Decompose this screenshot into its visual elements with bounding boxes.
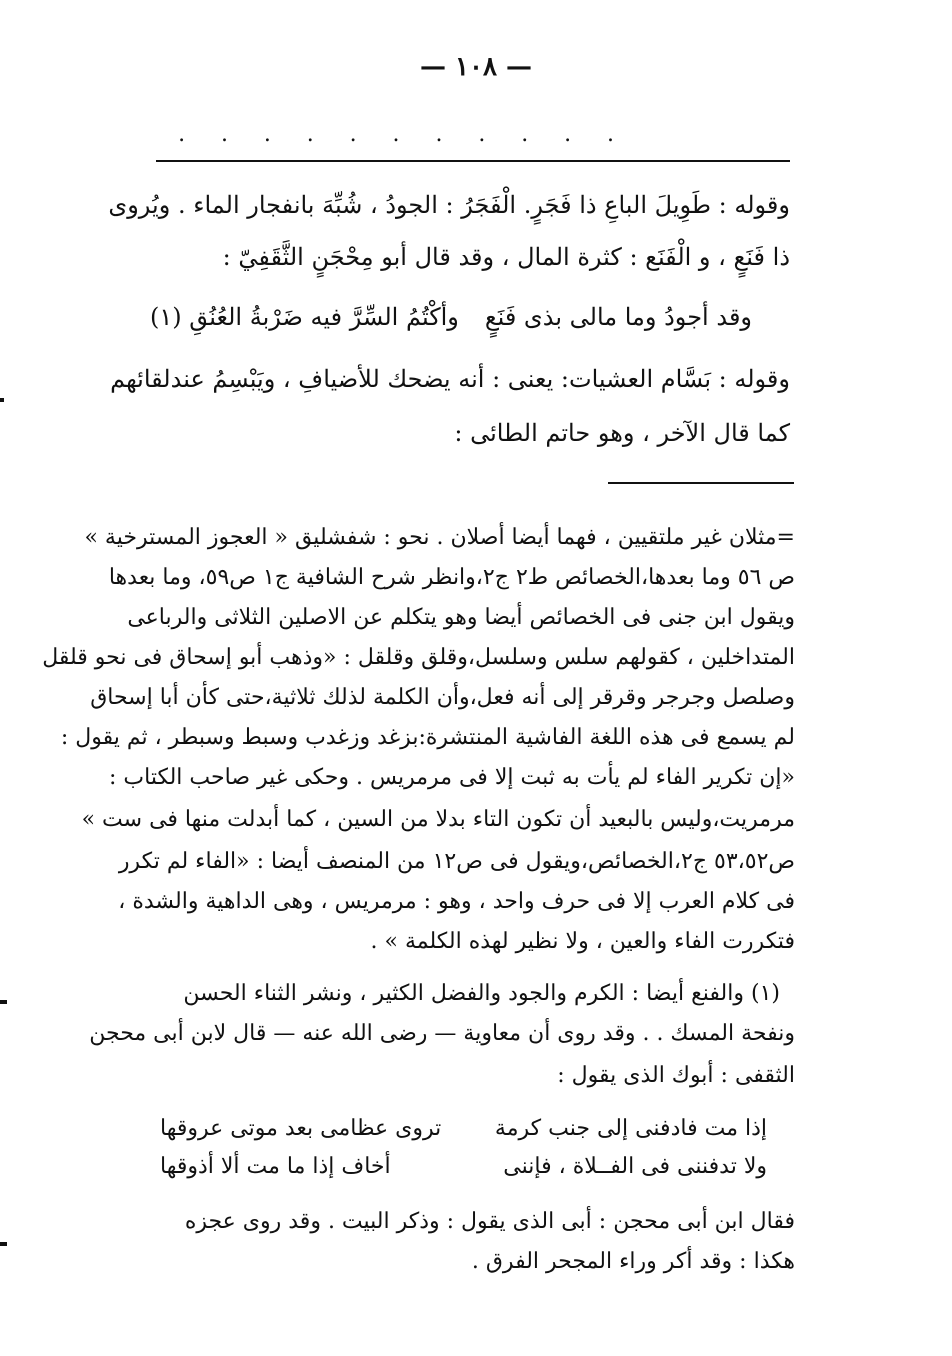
footnote-line: ص ٥٦ وما بعدها،الخصائص ط٢ ج٢،وانظر شرح الشافية ج١ ص٥٩، وما بعدها bbox=[108, 565, 795, 590]
footnote-verse-second-hemistich: تروى عظامى بعد موتى عروقها bbox=[160, 1116, 442, 1141]
ornament-dots bbox=[178, 124, 614, 146]
footnote-line: (١) والفنع أيضا : الكرم والجود والفضل الكثير ، ونشر الثناء الحسن bbox=[183, 981, 780, 1006]
scan-edge-mark bbox=[0, 1000, 7, 1004]
ornament-dot: . bbox=[349, 122, 357, 147]
footnote-line: لم يسمع فى هذه اللغة الفاشية المنتشرة:بزغد وزغدب وسبط وسبطر ، ثم يقول : bbox=[60, 725, 795, 750]
verse-first-hemistich: وقد أجودُ وما مالى بذى فَنَعٍ bbox=[484, 303, 752, 331]
text-line: ذا فَنَعٍ ، و الْفَنَع : كثرة المال ، وقد قال أبو مِحْجَنٍ الثَّقَفِيّ : bbox=[222, 243, 790, 271]
footnote-line: فى كلام العرب إلا فى حرف واحد ، وهو : مرمريس ، وهى الداهية والشدة ، bbox=[118, 889, 795, 914]
footnote-line: فتكررت الفاء والعين ، ولا نظير لهذه الكلمة » . bbox=[370, 929, 795, 954]
footnote-line: وصلصل وجرجر وقرقر إلى أنه فعل،وأن الكلمة لذلك ثلاثية،حتى كأن أبا إسحاق bbox=[90, 685, 795, 710]
ornament-dot: . bbox=[392, 122, 400, 147]
footnote-line: الثقفى : أبوك الذى يقول : bbox=[557, 1063, 795, 1088]
ornament-dot: . bbox=[564, 122, 572, 147]
footnote-line: مرمريت،وليس بالبعيد أن تكون التاء بدلا من السين ، كما أبدلت منها فى ست » bbox=[81, 807, 795, 832]
scan-edge-mark bbox=[0, 1242, 7, 1246]
footnote-line: ونفحة المسك . . وقد روى أن معاوية — رضى الله عنه — قال لابن أبى محجن bbox=[89, 1021, 795, 1046]
ornament-dot: . bbox=[178, 122, 186, 147]
footnote-verse-first-hemistich: إذا مت فادفنى إلى جنب كرمة bbox=[494, 1116, 767, 1141]
text-line: وقوله : طَوِيلَ الباعِ ذا فَجَرٍ. الْفَجَرُ : الجودُ ، شُبِّهَ بانفجار الماء . ويُروى bbox=[108, 191, 790, 219]
ornament-dot: . bbox=[607, 122, 614, 147]
footnote-line: ويقول ابن جنى فى الخصائص أيضا وهو يتكلم عن الاصلين الثلاثى والرباعى bbox=[127, 605, 795, 630]
footnote-line: =مثلان غير ملتقيين ، فهما أيضا أصلان . نحو : شفشليق « العجوز المسترخية » bbox=[84, 525, 795, 550]
footnote-line: المتداخلين ، كقولهم سلس وسلسل،وقلق وقلقل : «وذهب أبو إسحاق فى نحو قلقل bbox=[42, 645, 795, 670]
header-rule bbox=[156, 160, 790, 162]
footnote-verse-first-hemistich: ولا تدفننى فى الفــلاة ، فإننى bbox=[503, 1154, 767, 1179]
ornament-dot: . bbox=[521, 122, 529, 147]
footnote-verse-second-hemistich: أخاف إذا ما مت ألا أذوقها bbox=[160, 1154, 391, 1179]
ornament-dot: . bbox=[306, 122, 314, 147]
footnote-line: «إن تكرير الفاء لم يأت به ثبت إلا فى مرمريس . وحكى غير صاحب الكتاب : bbox=[109, 765, 795, 790]
page-number: — ١٠٨ — bbox=[419, 52, 533, 82]
footnote-line: ص٥٣،٥٢ ج٢،الخصائص،ويقول فى ص١٢ من المنصف أيضا : «الفاء لم تكرر bbox=[118, 849, 795, 874]
ornament-dot: . bbox=[263, 122, 271, 147]
scan-edge-mark bbox=[0, 398, 4, 402]
ornament-dot: . bbox=[478, 122, 486, 147]
ornament-dot: . bbox=[220, 122, 228, 147]
footnote-line: فقال ابن أبى محجن : أبى الذى يقول : وذكر البيت . وقد روى عجزه bbox=[184, 1209, 795, 1234]
footnote-line: هكذا : وقد أكر وراء المجحر الفرق . bbox=[471, 1249, 795, 1274]
verse-second-hemistich: وأكْتُمُ السِّرَّ فيه ضَرْبةُ العُنُقِ (١) bbox=[150, 303, 459, 331]
footnote-separator-rule bbox=[608, 482, 794, 484]
text-line: وقوله : بَسَّام العشيات: يعنى : أنه يضحك للأضيافِ ، ويَبْسِمُ عندلقائهم bbox=[110, 365, 790, 393]
ornament-dot: . bbox=[435, 122, 443, 147]
text-line: كما قال الآخر ، وهو حاتم الطائى : bbox=[454, 419, 790, 447]
